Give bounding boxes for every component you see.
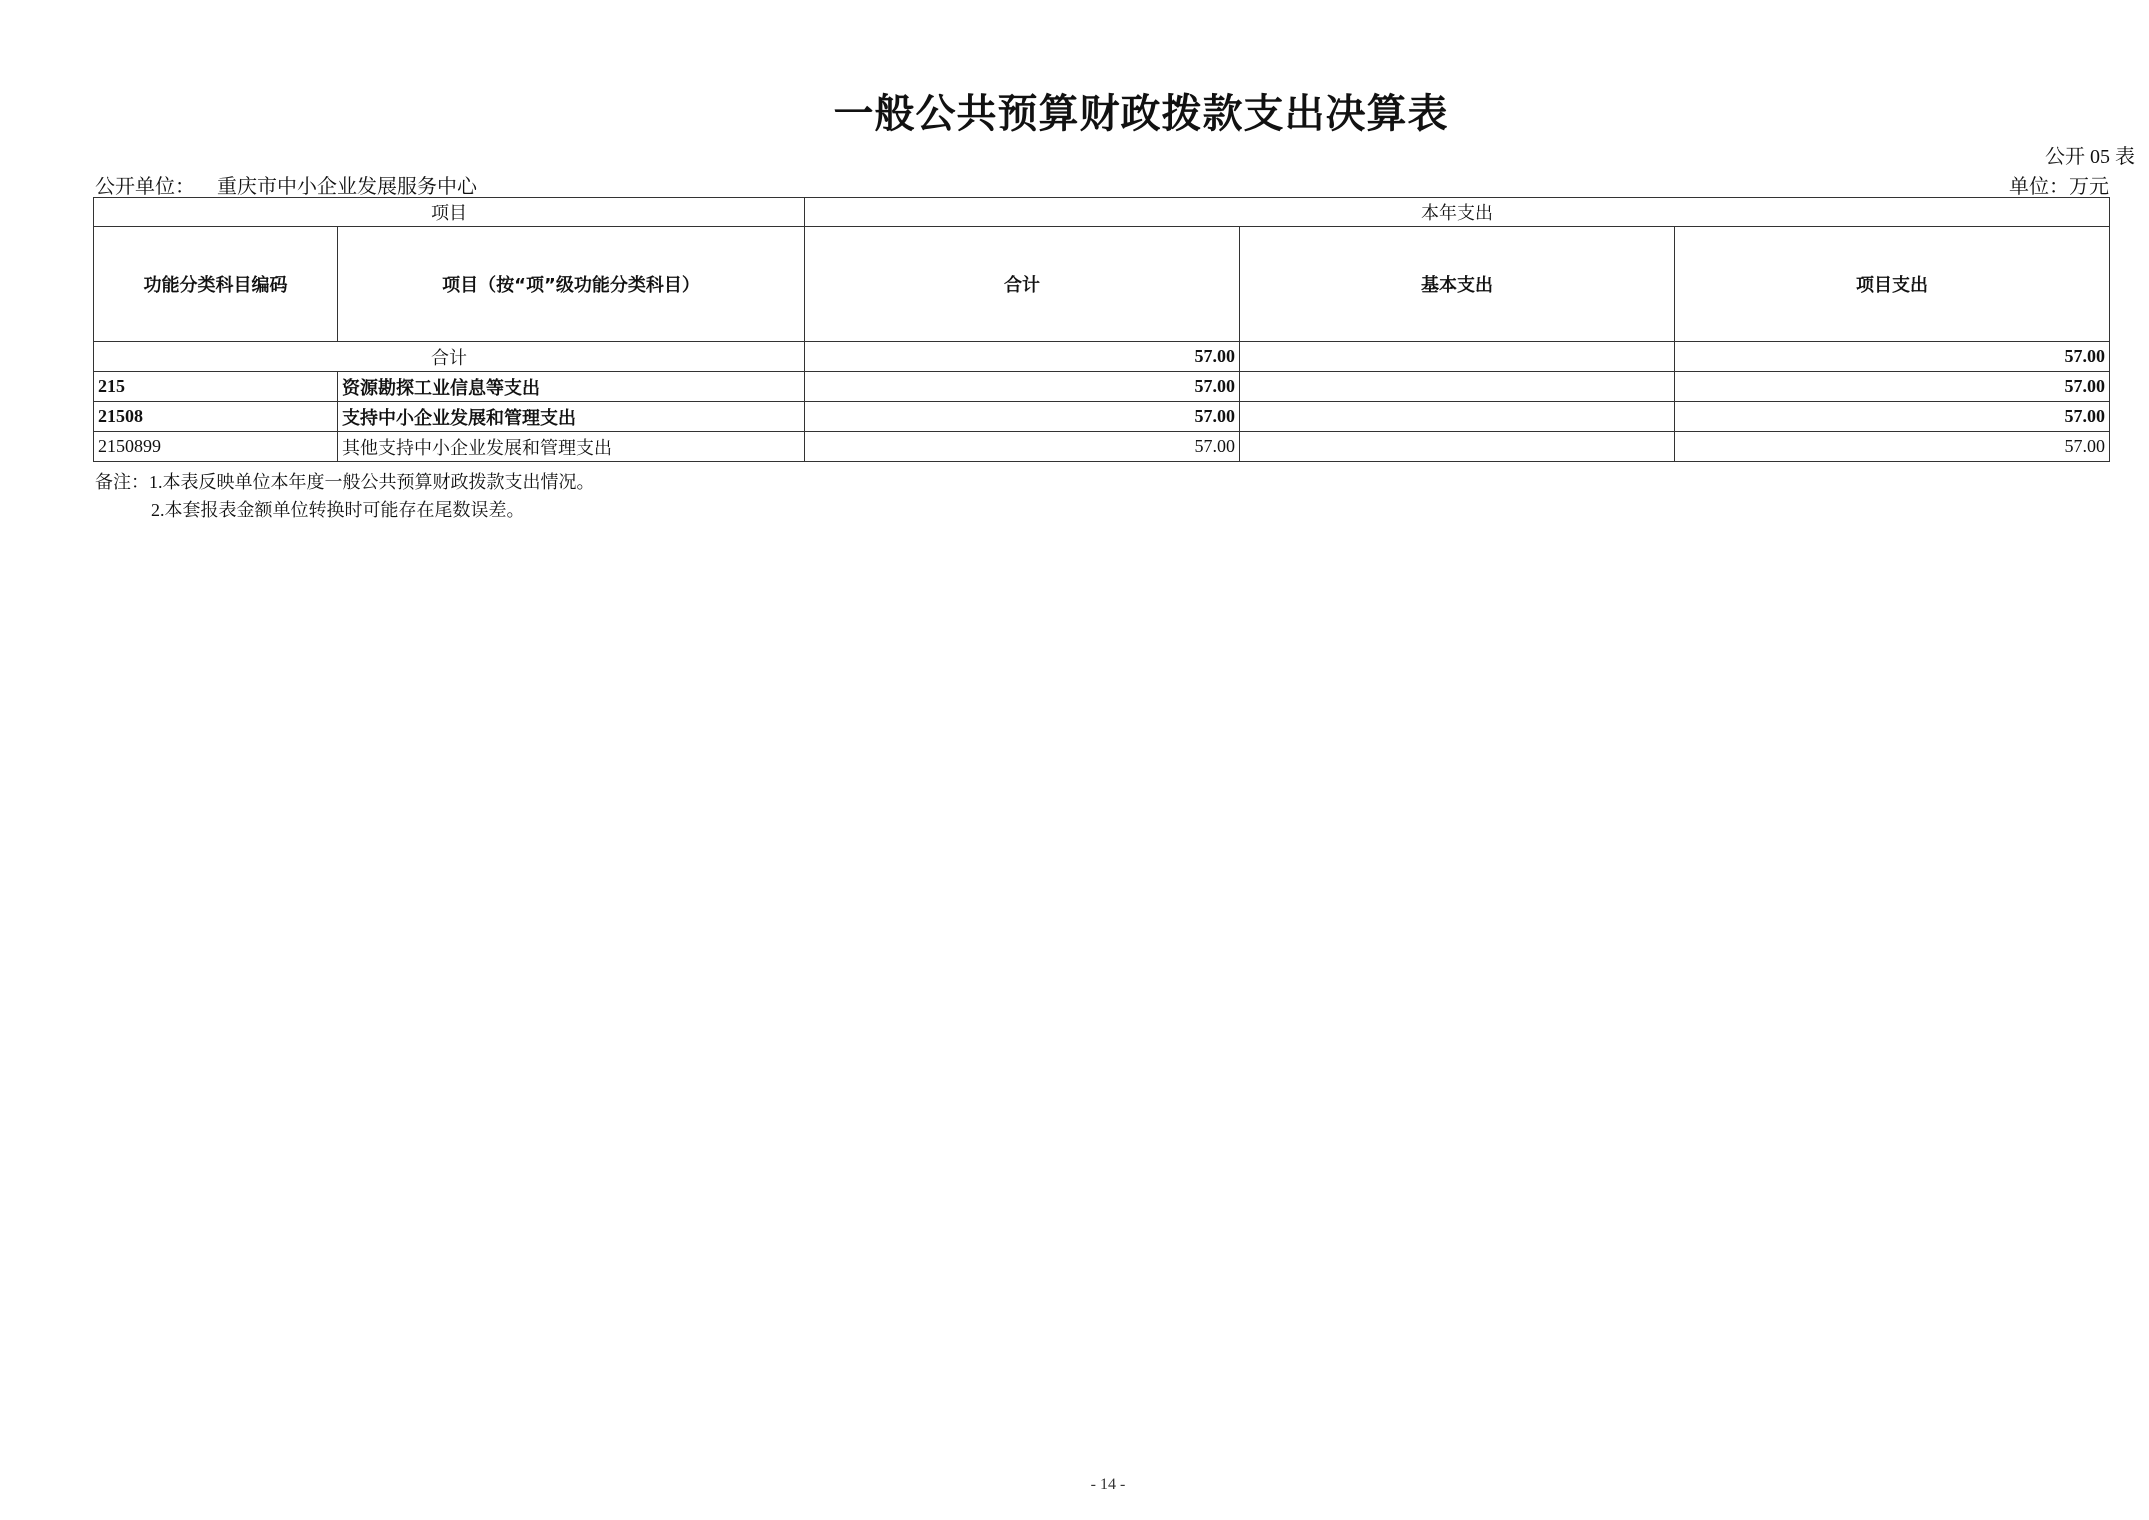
row-total: 57.00 xyxy=(805,432,1240,462)
total-row xyxy=(94,342,2110,372)
table-row xyxy=(94,432,2110,462)
expenditure-table xyxy=(93,197,2110,462)
header-project: 项目支出 xyxy=(1675,227,2110,342)
header-basic: 基本支出 xyxy=(1240,227,1675,342)
row-code: 215 xyxy=(94,372,338,402)
header-item-group: 项目 xyxy=(94,198,805,227)
row-project: 57.00 xyxy=(1675,402,2110,432)
row-project: 57.00 xyxy=(1675,372,2110,402)
row-project: 57.00 xyxy=(1675,432,2110,462)
header-name: 项目（按“项”级功能分类科目） xyxy=(338,227,805,342)
row-basic xyxy=(1240,372,1675,402)
header-total: 合计 xyxy=(805,227,1240,342)
total-row-total: 57.00 xyxy=(805,342,1240,372)
header-row-group xyxy=(94,198,2110,227)
note-1: 备注：1.本表反映单位本年度一般公共预算财政拨款支出情况。 xyxy=(95,472,595,492)
row-name: 其他支持中小企业发展和管理支出 xyxy=(338,432,805,462)
unit-info-row xyxy=(93,170,2109,196)
table-row xyxy=(94,372,2110,402)
total-row-label: 合计 xyxy=(94,342,805,372)
row-basic xyxy=(1240,432,1675,462)
table-row xyxy=(94,402,2110,432)
row-name: 资源勘探工业信息等支出 xyxy=(338,372,805,402)
table-number: 公开 05 表 xyxy=(2045,146,2135,168)
reporting-unit xyxy=(95,170,477,199)
header-row-columns xyxy=(94,227,2110,342)
row-total: 57.00 xyxy=(805,372,1240,402)
notes xyxy=(95,468,595,524)
row-code: 21508 xyxy=(94,402,338,432)
note-2: 2.本套报表金额单位转换时可能存在尾数误差。 xyxy=(151,500,525,520)
total-row-basic xyxy=(1240,342,1675,372)
row-total: 57.00 xyxy=(805,402,1240,432)
header-expense-group: 本年支出 xyxy=(805,198,2110,227)
row-basic xyxy=(1240,402,1675,432)
row-name: 支持中小企业发展和管理支出 xyxy=(338,402,805,432)
reporting-unit-name: 重庆市中小企业发展服务中心 xyxy=(217,176,477,198)
currency-unit: 单位：万元 xyxy=(2009,176,2109,198)
row-code: 2150899 xyxy=(94,432,338,462)
reporting-unit-label: 公开单位： xyxy=(95,176,195,198)
total-row-project: 57.00 xyxy=(1675,342,2110,372)
page-title: 一般公共预算财政拨款支出决算表 xyxy=(833,91,1449,136)
header-code: 功能分类科目编码 xyxy=(94,227,338,342)
page-number: - 14 - xyxy=(1090,1476,1126,1493)
